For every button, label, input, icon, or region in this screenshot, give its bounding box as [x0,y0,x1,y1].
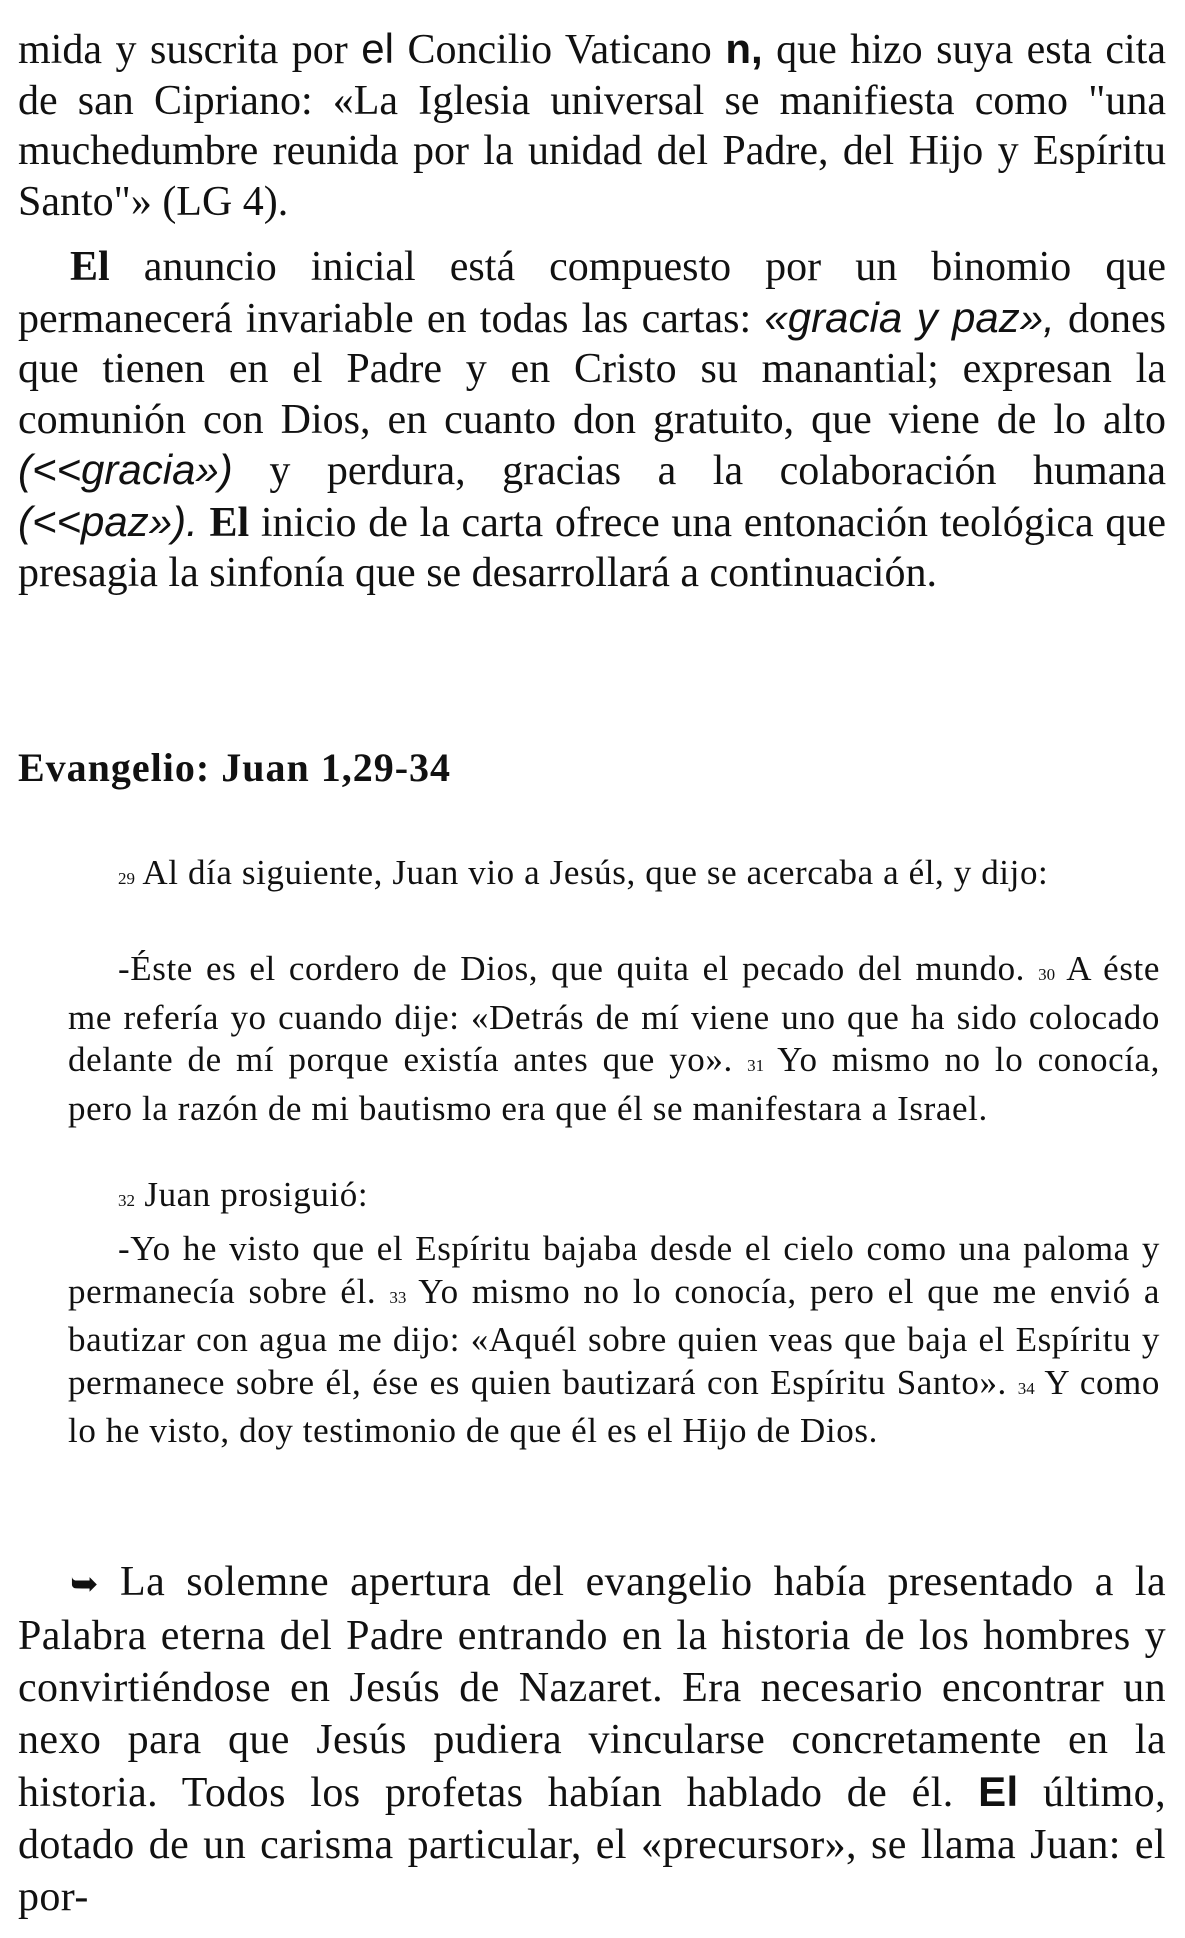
verse-text: -Éste es el cordero de Dios, que quita el pecado del mundo. [118,949,1039,988]
greeting-text-4: inicio de la carta ofrece una entonación teológica que presagia la sinfonía que se desarrollará a continuación. [18,499,1166,596]
greeting-text-2: dones que tienen en el Padre y en Cristo su manantial; expresan la comunión con Dios, en cuanto don gratuito, que viene de lo alto [18,295,1166,443]
gospel-verses-29-31 [68,948,1160,1130]
verse-number: 31 [747,1056,765,1075]
verse-text: Juan prosiguió: [135,1175,369,1214]
commentary-text-2: último, dotado de un carisma particular, el «precursor», se llama Juan: el por- [18,1770,1166,1920]
intro-text-2: Concilio Vaticano [393,27,726,73]
greeting-paragraph [18,242,1166,599]
verse-number: 30 [1038,965,1056,984]
verse-number: 34 [1017,1378,1035,1398]
gospel-verse-32 [68,1174,1160,1223]
greeting-el: El [209,499,250,546]
verse-number: 32 [118,1191,135,1210]
council-numeral: n, [725,25,763,72]
greeting-lead-el: El [70,244,110,290]
verse-text: Yo mismo no lo conocía, pero el que me envió a bautizar con agua me dijo: «Aquél sobre quien veas que baja el Espíritu y permanece sobre él, ése es quien bautizará con Espíritu Santo». [68,1271,1160,1402]
gospel-verse-29 [68,852,1160,901]
greeting-text-3: y perdura, gracias a la colaboración humana [232,448,1166,494]
gracia-quote: (<<gracia») [18,446,233,493]
arrow-icon: ➥ [70,1564,99,1604]
commentary-text-1: La solemne apertura del evangelio había presentado a la Palabra eterna del Padre entrando en la historia de los hombres y convirtiéndose en Jesús de Nazaret. Era necesario encontrar un nexo para que Jesús pudiera vincularse concretamente en la historia. Todos los profetas habían hablado de él. [18,1559,1166,1816]
gospel-verses-32-34 [68,1228,1160,1453]
paz-quote: (<<paz»). [18,497,198,545]
commentary-el: El [978,1768,1019,1815]
intro-el: el [361,25,394,72]
verse-text: Y como lo he visto, doy testimonio de que él es el Hijo de Dios. [68,1362,1160,1450]
verse-text: A éste me refería yo cuando dije: «Detrás de mí viene uno que ha sido colocado delante de mí porque existía antes que yo». [68,949,1160,1079]
gracia-paz-phrase: «gracia y paz», [764,293,1055,341]
commentary-paragraph [18,1556,1166,1923]
verse-number: 29 [118,869,135,888]
intro-text-3: que hizo suya esta cita de san Cipriano: «La Iglesia universal se manifiesta como "una muchedumbre reunida por la unidad del Padre, del Hijo y Espíritu Santo"» (LG 4). [18,27,1166,225]
section-title: Evangelio: Juan 1,29-34 [18,745,452,790]
verse-text: Yo mismo no lo conocía, pero la razón de mi bautismo era que él se manifestara a Israel. [68,1040,1161,1128]
intro-text-1: mida y suscrita por [18,27,362,73]
verse-text: Al día siguiente, Juan vio a Jesús, que se acercaba a él, y dijo: [135,853,1049,892]
greeting-text-1: anuncio inicial está compuesto por un binomio que permanecerá invariable en todas las cartas: [18,244,1166,342]
verse-number: 33 [389,1287,407,1307]
verse-text: -Yo he visto que el Espíritu bajaba desde el cielo como una paloma y permanecía sobre él. [68,1229,1160,1311]
intro-paragraph [18,24,1166,227]
